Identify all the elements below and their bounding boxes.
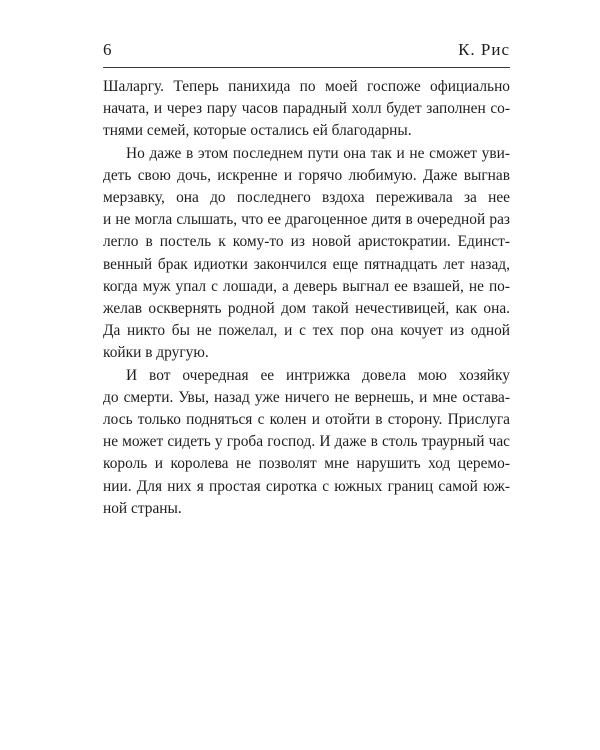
header-rule (103, 67, 510, 68)
text-line: легло в постель к кому-то из новой аристократии. Единст- (103, 233, 510, 251)
text-line: мерзавку, она до последнего вздоха переживала за нее (103, 189, 510, 207)
text-line: когда муж упал с лошади, а деверь выгнал ее взашей, не по- (103, 277, 510, 295)
text-line: начата, и через пару часов парадный холл будет заполнен со- (103, 100, 510, 118)
text-line: ной страны. (103, 499, 182, 517)
body-text (103, 76, 510, 520)
text-line: койки в другую. (103, 344, 209, 362)
paragraph-1 (103, 76, 510, 143)
text-line: лось только подняться с колен и отойти в сторону. Прислуга (103, 411, 510, 429)
text-line: Но даже в этом последнем пути она так и не сможет уви- (126, 144, 510, 162)
text-line: и не могла слышать, что ее драгоценное дитя в очередной раз (103, 211, 510, 229)
running-title: К. Рис (458, 40, 510, 59)
text-line: нии. Для них я простая сиротка с южных границ самой юж- (103, 477, 510, 495)
text-line: Да никто бы не пожелал, и с тех пор она кочует из одной (103, 322, 510, 340)
text-line: король и королева не позволят мне нарушить ход церемо- (103, 455, 510, 473)
paragraph-3 (103, 365, 510, 520)
text-line: деть свою дочь, искренне и горячо любимую. Даже выгнав (103, 166, 510, 184)
page-number: 6 (103, 40, 112, 59)
text-line: венный брак идиотки закончился еще пятнадцать лет назад, (103, 255, 510, 273)
page-header (103, 40, 510, 62)
text-line: желав осквернять родной дом такой нечестивицей, как она. (103, 300, 510, 318)
text-line: до смерти. Увы, назад уже ничего не вернешь, и мне остава- (103, 388, 510, 406)
paragraph-2 (103, 143, 510, 365)
text-line: тнями семей, которые остались ей благодарны. (103, 122, 412, 140)
text-line: Шаларгу. Теперь панихида по моей госпоже официально (103, 78, 510, 95)
text-line: И вот очередная ее интрижка довела мою хозяйку (126, 366, 510, 384)
text-line: не может сидеть у гроба господ. И даже в столь траурный час (103, 433, 510, 451)
